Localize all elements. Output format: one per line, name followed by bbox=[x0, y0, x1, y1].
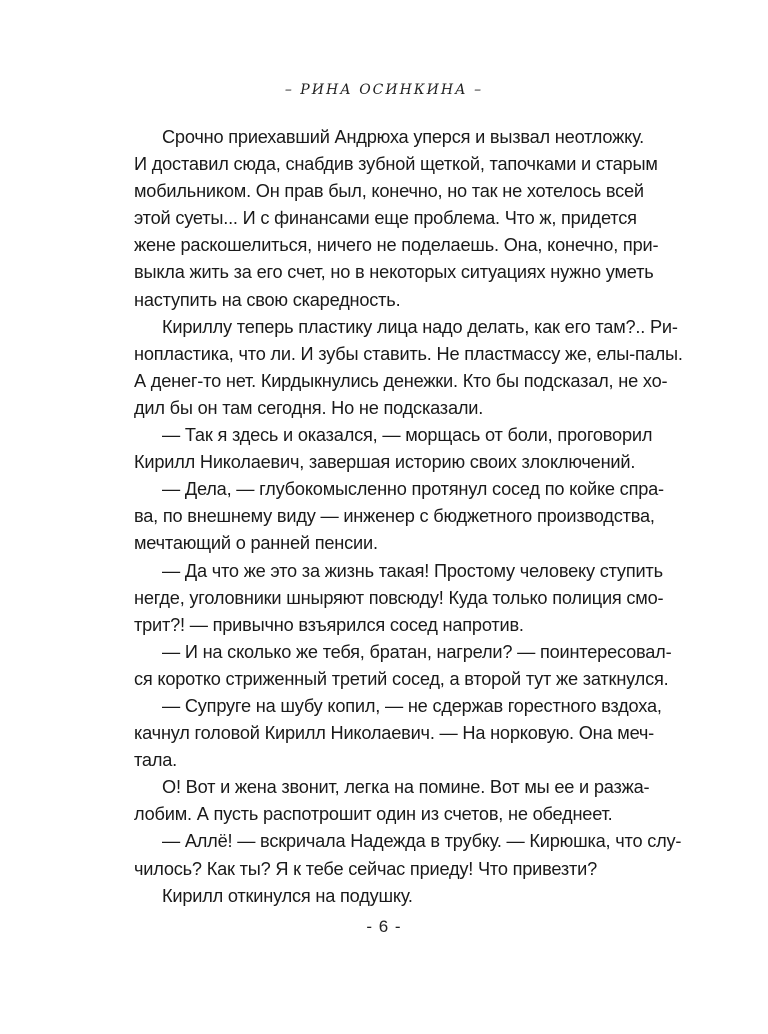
text-line: дил бы он там сегодня. Но не подсказали. bbox=[134, 397, 484, 418]
text-line: Срочно приехавший Андрюха уперся и вызвал неотложку. bbox=[162, 127, 644, 147]
paragraph bbox=[134, 422, 653, 476]
text-line: ва, по внешнему виду — инженер с бюджетного производства, bbox=[134, 506, 655, 527]
paragraph bbox=[134, 883, 634, 910]
paragraph bbox=[134, 828, 682, 882]
text-line: мечтающий о ранней пенсии. bbox=[134, 533, 378, 554]
body-text bbox=[134, 124, 683, 910]
text-line: негде, уголовники шныряют повсюду! Куда только полиция смо- bbox=[134, 587, 664, 608]
text-line: — Да что же это за жизнь такая! Простому человеку ступить bbox=[162, 560, 663, 581]
text-line: ся коротко стриженный третий сосед, а второй тут же заткнулся. bbox=[134, 668, 669, 689]
text-line: О! Вот и жена звонит, легка на помине. Вот мы ее и разжа- bbox=[162, 777, 650, 798]
paragraph bbox=[134, 558, 664, 639]
text-line: — Так я здесь и оказался, — морщась от боли, проговорил bbox=[162, 425, 653, 446]
text-line: нопластика, что ли. И зубы ставить. Не пластмассу же, елы-палы. bbox=[134, 343, 683, 364]
text-line: наступить на свою скаредность. bbox=[134, 289, 401, 310]
page-number: - 6 - bbox=[366, 917, 402, 936]
text-line: чилось? Как ты? Я к тебе сейчас приеду! Что привезти? bbox=[134, 858, 598, 879]
text-line: Кириллу теперь пластику лица надо делать, как его там?.. Ри- bbox=[162, 316, 678, 337]
running-head: – РИНА ОСИНКИНА – bbox=[284, 82, 484, 98]
text-line: — Аллё! — вскричала Надежда в трубку. — Кирюшка, что слу- bbox=[162, 831, 682, 852]
paragraph bbox=[134, 314, 683, 422]
text-line: — И на сколько же тебя, братан, нагрели? — поинтересовал- bbox=[162, 641, 672, 662]
text-line: мобильником. Он прав был, конечно, но так не хотелось всей bbox=[134, 181, 644, 202]
text-line: — Супруге на шубу копил, — не сдержав горестного вздоха, bbox=[162, 695, 662, 716]
paragraph bbox=[134, 774, 650, 828]
text-line: жене раскошелиться, ничего не поделаешь. Она, конечно, при- bbox=[134, 235, 659, 256]
text-line: лобим. А пусть распотрошит один из счетов, не обеднеет. bbox=[134, 804, 613, 825]
paragraph bbox=[134, 693, 662, 774]
text-line: Кирилл откинулся на подушку. bbox=[162, 885, 413, 906]
text-line: Кирилл Николаевич, завершая историю своих злоключений. bbox=[134, 452, 636, 473]
text-line: качнул головой Кирилл Николаевич. — На норковую. Она меч- bbox=[134, 723, 655, 744]
text-line: А денег-то нет. Кирдыкнулись денежки. Кто бы подсказал, не хо- bbox=[134, 370, 668, 391]
text-line: этой суеты... И с финансами еще проблема. Что ж, придется bbox=[134, 208, 637, 229]
text-line: выкла жить за его счет, но в некоторых ситуациях нужно уметь bbox=[134, 262, 654, 283]
paragraph bbox=[134, 639, 672, 693]
text-line: трит?! — привычно взъярился сосед напротив. bbox=[134, 614, 524, 635]
paragraph bbox=[134, 124, 659, 314]
text-line: И доставил сюда, снабдив зубной щеткой, тапочками и старым bbox=[134, 154, 658, 175]
text-line: — Дела, — глубокомысленно протянул сосед по койке спра- bbox=[162, 479, 664, 500]
text-line: тала. bbox=[134, 750, 178, 771]
paragraph bbox=[134, 476, 664, 557]
